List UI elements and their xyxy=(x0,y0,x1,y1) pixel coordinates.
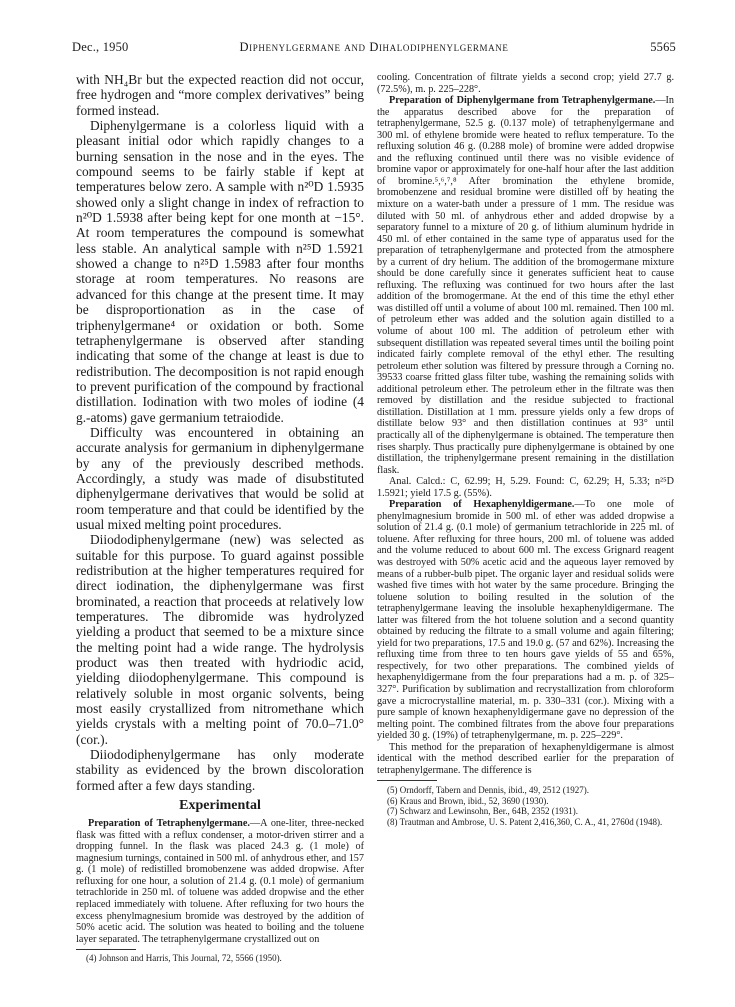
header-date: Dec., 1950 xyxy=(72,40,129,54)
paragraph-body: —To one mole of phenylmagnesium bromide in 500 ml. of ether was added dropwise a solution of 21.4 g. (0.1 mole) of germanium tetrachloride in 225 ml. of toluene. After refluxing for three hours, 200 ml. of toluene was added and the volume reduced to about 600 ml. The excess Grignard reagent was destroyed with 50% acetic acid and the aqueous layer removed by means of a rubber-bulb pipet. The organic layer and residual solids were washed five times with hot water by the same procedure. Bringing the toluene solution to boiling resulted in the solution of the tetraphenylgermane leaving the insoluble hexaphenyldigermane. The latter was filtered from the hot toluene solution and a second quantity obtained by reducing the filtrate to a small volume and again filtering; yield for two preparations, 17.5 and 19.0 g. (57 and 62%). Increasing the refluxing time from three to ten hours gave yields of 55 and 65%, respectively, for two other preparations. The combined yields of hexaphenyldigermane from the four preparations had a m. p. of 325–327°. Purification by sublimation and recrystallization from chloroform gave a microcrystalline material, m. p. 330–331 (cor.). Mixing with a pure sample of known hexaphenyldigermane gave no depression of the melting point. The combined filtrates from the above four preparations yielded 30 g. (19%) of tetraphenylgermane, m. p. 225–229°. xyxy=(377,499,675,742)
footnote: (8) Trautman and Ambrose, U. S. Patent 2,416,360, C. A., 41, 2760d (1948). xyxy=(387,816,663,827)
page-number: 5565 xyxy=(650,40,676,54)
paragraph: Diiododiphenylgermane has only moderate stability as evidenced by the brown discoloration formed after a few days standing. xyxy=(76,747,364,793)
run-in-heading: Preparation of Tetraphenylgermane. xyxy=(88,818,250,830)
paragraph: This method for the preparation of hexaphenyldigermane is almost identical with the method described earlier for the preparation of tetraphenylgermane. The difference is xyxy=(377,741,674,776)
paragraph: cooling. Concentration of filtrate yields a second crop; yield 27.7 g. (72.5%), m. p. 225–228°. xyxy=(377,72,674,95)
footnote-divider xyxy=(377,780,437,781)
right-column xyxy=(377,72,674,827)
experimental-paragraph xyxy=(76,818,364,945)
experimental-paragraph xyxy=(377,95,674,476)
footnote: (6) Kraus and Brown, ibid., 52, 3690 (1930). xyxy=(387,795,549,806)
footnote: (7) Schwarz and Lewinsohn, Ber., 64B, 2352 (1931). xyxy=(387,806,578,817)
experimental-paragraph xyxy=(377,499,674,741)
left-column xyxy=(76,72,364,964)
running-header xyxy=(72,40,676,58)
paragraph: Diiododiphenylgermane (new) was selected as suitable for this purpose. To guard against possible redistribution at the higher temperatures required for direct iodination, the diphenylgermane was first brominated, a reaction that proceeds at relatively low temperatures. The dibromide was hydrolyzed yielding a product that seemed to be a mixture since the melting point had a wide range. The hydrolysis product was then treated with hydriodic acid, yielding diiodophenylgermane. This compound is relatively soluble in most organic solvents, being most easily crystallized from nitromethane which yields crystals with a melting point of 70.0–71.0° (cor.). xyxy=(76,532,364,747)
run-in-heading: Preparation of Diphenylgermane from Tetraphenylgermane. xyxy=(389,95,656,107)
paragraph-body: —In the apparatus described above for the preparation of tetraphenylgermane, 52.5 g. (0.137 mole) of tetraphenylgermane and 300 ml. of ethylene bromide were heated to reflux temperature. To the refluxing solution 46 g. (0.288 mole) of bromine were added dropwise and the refluxing continued until there was no visible evidence of bromine vapor or approximately for one-half hour after the last addition of bromine.⁵,⁶,⁷,⁸ After bromination the ethylene bromide, bromobenzene and residual bromine were distilled off by heating the mixture on a water-bath under a pressure of 1 mm. The residue was diluted with 50 ml. of anhydrous ether and added dropwise by a separatory funnel to a mixture of 20 g. of lithium aluminum hydride in 450 ml. of ether contained in the same type of apparatus used for the preparation of tetraphenylgermane and protected from the atmosphere by a current of dry helium. The addition of the bromogermane mixture should be done carefully since it generates sufficient heat to cause refluxing. The refluxing was continued for two hours after the last addition of the bromogermane. At the end of this time the ethyl ether was distilled off until a volume of about 100 ml. remained. Then 100 ml. of petroleum ether was added and the solution again distilled to a volume of about 100 ml. The addition of petroleum ether with subsequent distillation was repeated several times until the boiling point indicated fairly complete removal of the ethyl ether. The resulting petroleum ether solution was filtered by pressure through a Corning no. 39533 coarse fritted glass filter tube, washing the remaining solids with additional petroleum ether. The petroleum ether in the filtrate was then removed by distillation and the residue subjected to fractional distillation. Distillation at 1 mm. pressure yields only a few drops of distillate below 93° and then distillation continues at 93° until practically all of the diphenylgermane is obtained. The temperature then rises sharply. Thus practically pure diphenylgermane is obtained by one distillation, the triphenylgermane present remaining in the distillation flask. xyxy=(377,95,674,476)
header-title: Diphenylgermane and Dihalodiphenylgermane xyxy=(239,40,509,54)
run-in-heading: Preparation of Hexaphenyldigermane. xyxy=(389,499,575,511)
footnote-divider xyxy=(76,949,136,950)
footnote: (5) Orndorff, Tabern and Dennis, ibid., 49, 2512 (1927). xyxy=(387,785,589,796)
paragraph: Difficulty was encountered in obtaining an accurate analysis for germanium in diphenylgermane by any of the previously described methods. Accordingly, a study was made of disubstituted diphenylgermane derivatives that would be solid at room temperature and that could be identified by the usual mixed melting point procedures. xyxy=(76,424,364,532)
paragraph: with NH₄Br but the expected reaction did not occur, free hydrogen and “more complex derivatives” being formed instead. xyxy=(76,72,364,118)
paragraph: Diphenylgermane is a colorless liquid with a pleasant initial odor which rapidly changes to a burning sensation in the nose and in the eyes. The compound seems to be fairly stable if kept at temperatures below zero. A sample with n²⁰D 1.5935 showed only a slight change in index of refraction to n²⁰D 1.5938 after being kept for one month at −15°. At room temperatures the compound is somewhat less stable. An analytical sample with n²⁵D 1.5921 showed a change to n²⁵D 1.5983 after four months storage at room temperatures. No reasons are advanced for this change at the present time. It may be disproportionation as in the case of triphenylgermane⁴ or oxidation or both. Some tetraphenylgermane is observed after standing indicating that some of the change at least is due to redistribution. The decomposition is not rapid enough to prevent purification of the compound by fractional distillation. Iodination with two moles of iodine (4 g.-atoms) gave germanium tetraiodide. xyxy=(76,118,364,425)
section-heading: Experimental xyxy=(179,798,261,814)
paragraph-body: —A one-liter, three-necked flask was fitted with a reflux condenser, a motor-driven stirrer and a dropping funnel. In the flask was placed 24.3 g. (1 mole) of magnesium turnings, contained in 500 ml. of anhydrous ether, and 157 g. (1 mole) of redistilled bromobenzene was added dropwise. After refluxing for one hour, a solution of 21.4 g. (0.1 mole) of germanium tetrachloride in 250 ml. of toluene was added dropwise and the ether replaced immediately with toluene. After refluxing for two hours the excess phenylmagnesium bromide was destroyed by the addition of 50% acetic acid. The solution was heated to boiling and the toluene layer separated. The tetraphenylgermane crystallized out on xyxy=(76,818,364,945)
footnote-list xyxy=(377,785,674,827)
footnote: (4) Johnson and Harris, This Journal, 72, 5566 (1950). xyxy=(86,953,282,964)
analysis-paragraph: Anal. Calcd.: C, 62.99; H, 5.29. Found: C, 62.29; H, 5.33; n²⁵D 1.5921; yield 17.5 g. (55%). xyxy=(377,476,674,499)
